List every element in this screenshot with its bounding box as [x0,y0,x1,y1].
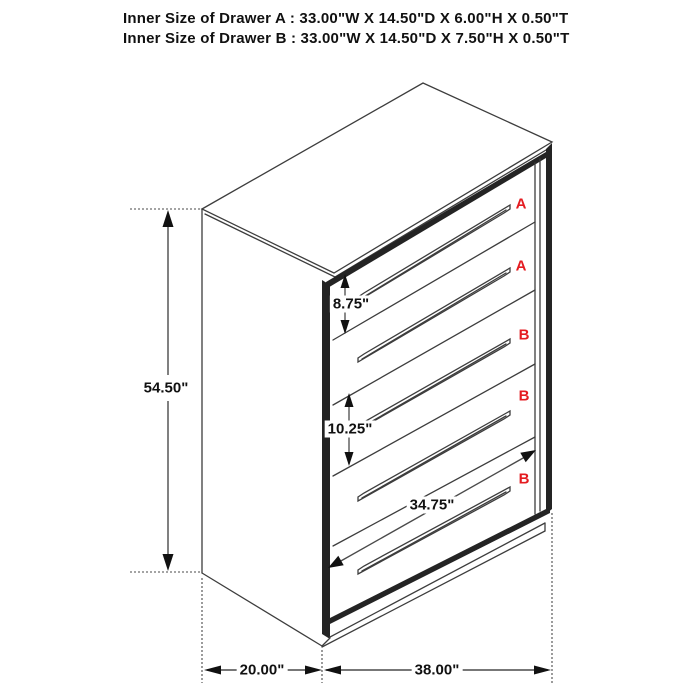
drawer-label-b1: B [518,326,530,344]
dim-drawer-b-height-label: 10.25" [325,421,376,438]
dim-drawer-a-height-label: 8.75" [330,296,372,313]
dim-height-label: 54.50" [141,380,192,397]
drawer-handles [358,205,510,574]
dresser-side-panel [202,209,322,646]
inner-size-note [123,9,569,49]
dim-drawer-width-label: 34.75" [407,497,458,514]
dim-depth-label: 20.00" [237,662,288,679]
front-right-edge [535,143,552,514]
front-left-edge-strip [322,280,330,639]
drawer-label-b2: B [518,387,530,405]
inner-size-drawer-a-text: Inner Size of Drawer A : 33.00"W X 14.50"D X 6.00"H X 0.50"T [123,10,569,27]
drawer-label-b3: B [518,470,530,488]
drawer-label-a2: A [515,257,527,275]
drawer-label-a1: A [515,195,527,213]
inner-size-drawer-b-text: Inner Size of Drawer B : 33.00"W X 14.50"D X 7.50"H X 0.50"T [123,30,570,47]
dim-width-label: 38.00" [412,662,463,679]
